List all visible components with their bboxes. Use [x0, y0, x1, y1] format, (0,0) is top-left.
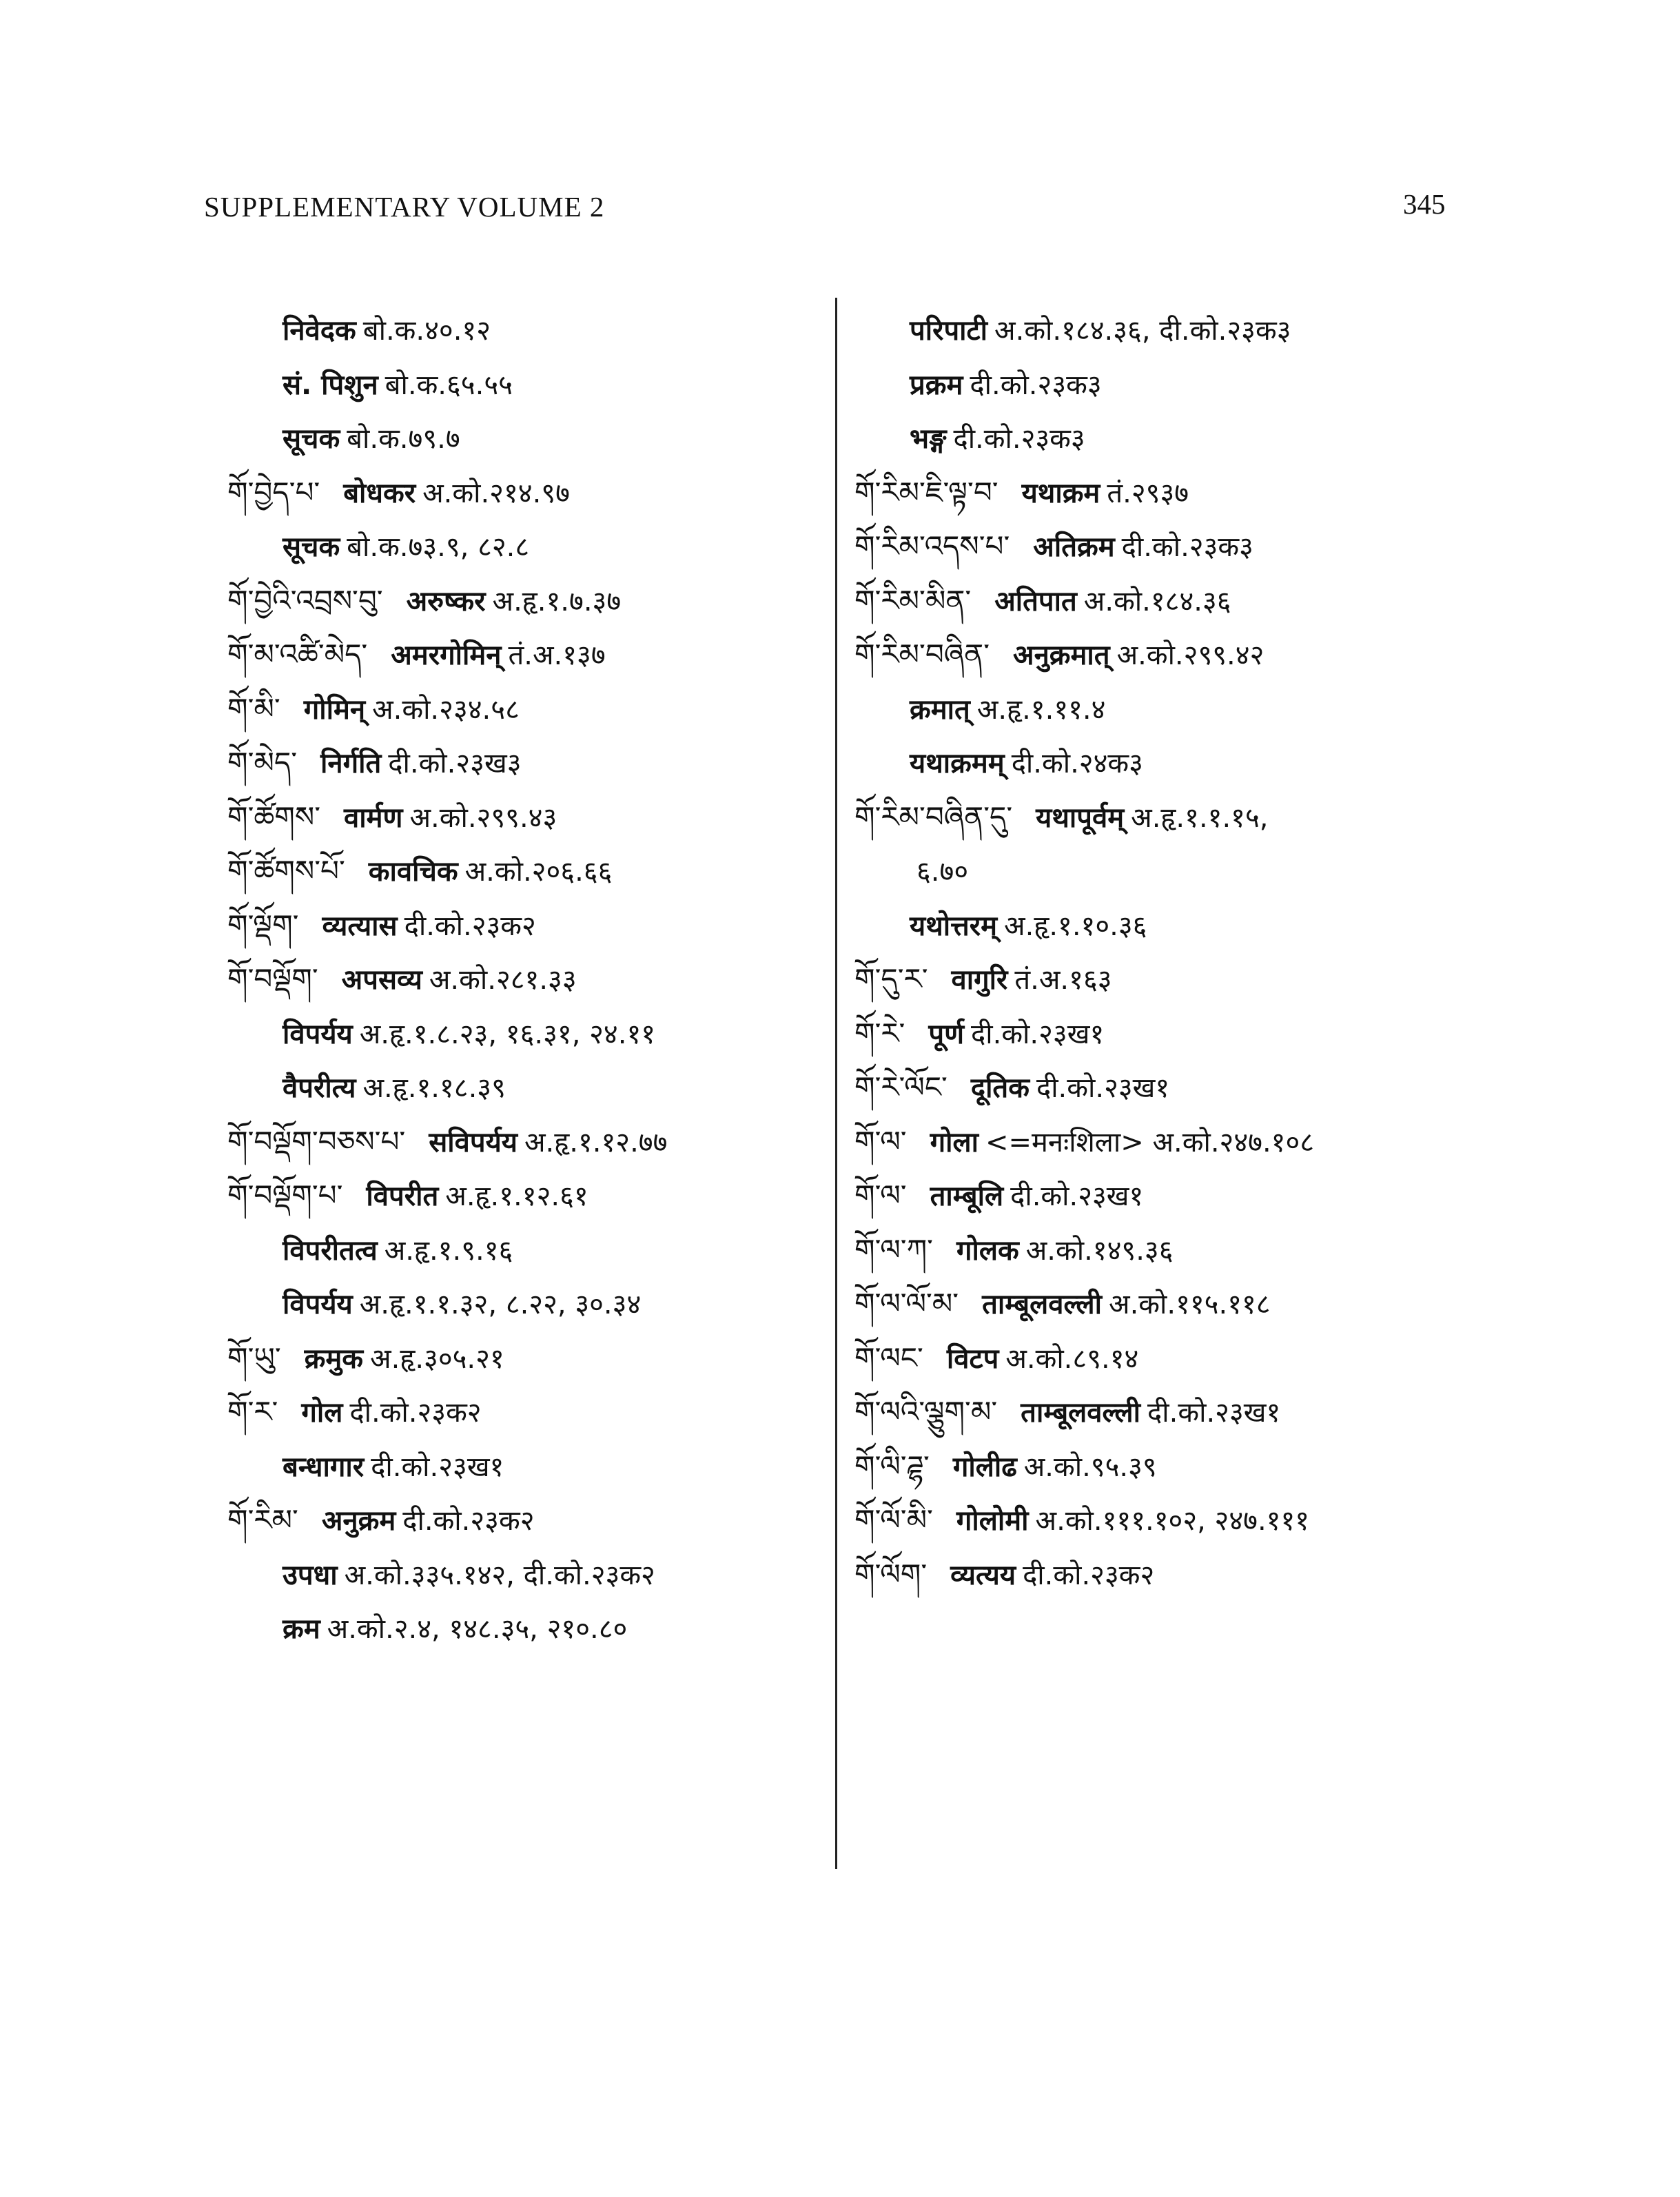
dictionary-entry	[227, 574, 820, 629]
source-reference: अ.को.२०६.६६	[464, 856, 613, 888]
dictionary-entry	[854, 736, 1488, 790]
sanskrit-equivalent: निर्गति	[320, 748, 382, 779]
sanskrit-equivalent: वार्मण	[344, 801, 403, 834]
source-reference: अ.को.१८४.३६	[1083, 585, 1231, 617]
source-reference: अ.हृ.१.७.३७	[492, 585, 622, 617]
dictionary-entry	[227, 844, 820, 899]
sanskrit-equivalent: परिपाटी	[910, 315, 988, 347]
tibetan-headword: གོ་ལའི་ལྕུག་མ་	[854, 1395, 998, 1429]
dictionary-entry	[854, 682, 1488, 737]
dictionary-entry	[854, 1331, 1488, 1386]
tibetan-headword: གོ་བལྡོག་	[227, 962, 318, 996]
sanskrit-equivalent: वैपरीत्य	[283, 1072, 356, 1104]
tibetan-headword: གོ་ལ་	[854, 1124, 907, 1158]
dictionary-entry	[854, 1493, 1488, 1548]
tibetan-headword: གོ་ཚོགས་པོ་	[227, 854, 345, 888]
source-reference: दी.को.२४क३	[1011, 748, 1143, 779]
dictionary-entry	[227, 1385, 820, 1440]
sanskrit-equivalent: बन्धागार	[283, 1451, 365, 1483]
source-reference: <=मनःशिला> अ.को.२४७.१०८	[985, 1126, 1315, 1158]
source-reference: तं.अ.१६३	[1014, 964, 1112, 996]
source-reference: अ.को.२.४, १४८.३५, २१०.८०	[327, 1613, 628, 1645]
source-reference: अ.को.३३५.१४२, दी.को.२३क२	[344, 1559, 655, 1591]
source-reference: बो.क.६५.५५	[385, 369, 513, 401]
dictionary-entry	[227, 1115, 820, 1169]
source-reference: दी.को.२३ख१	[1147, 1397, 1281, 1429]
dictionary-entry	[227, 520, 820, 574]
source-reference: अ.को.१८४.३६, दी.को.२३क३	[994, 315, 1291, 347]
sanskrit-equivalent: निवेदक	[283, 315, 356, 347]
dictionary-entry	[227, 1548, 820, 1602]
source-reference: तं.२९३७	[1107, 477, 1189, 509]
dictionary-entry	[854, 1223, 1488, 1278]
sanskrit-equivalent: अनुक्रमात्	[1013, 640, 1110, 671]
tibetan-headword: གོ་མེད་	[227, 746, 298, 779]
sanskrit-equivalent: विपरीत	[366, 1181, 439, 1212]
sanskrit-equivalent: अनुक्रम	[321, 1505, 396, 1537]
dictionary-entry	[227, 682, 820, 737]
source-reference: अ.हृ.१.१२.६१	[445, 1181, 588, 1212]
sanskrit-equivalent: गोमिन्	[303, 693, 366, 726]
dictionary-entry	[854, 1169, 1488, 1223]
source-reference: अ.हृ.१.१.१५,	[1131, 801, 1269, 834]
sanskrit-equivalent: गोलोमी	[956, 1505, 1029, 1537]
tibetan-headword: གོ་ཡུ་	[227, 1340, 281, 1375]
sanskrit-equivalent: अपसव्य	[341, 964, 422, 996]
sanskrit-equivalent: गोलक	[956, 1234, 1019, 1267]
tibetan-headword: གོ་བལྡོག་བཅས་པ་	[227, 1124, 406, 1158]
sanskrit-equivalent: अरुष्कर	[406, 585, 486, 617]
sanskrit-equivalent: विपरीतत्व	[283, 1234, 378, 1267]
source-reference: बो.क.७९.७	[347, 423, 460, 455]
dictionary-entry	[854, 303, 1488, 358]
dictionary-entry	[227, 411, 820, 466]
dictionary-entry	[854, 1548, 1488, 1602]
sanskrit-equivalent: वागुरि	[951, 964, 1008, 996]
source-reference: अ.को.२९९.४३	[409, 801, 557, 834]
dictionary-entry	[854, 1007, 1488, 1061]
sanskrit-equivalent: विपर्यय	[283, 1018, 353, 1050]
source-reference: अ.हृ.३०५.२१	[370, 1342, 504, 1375]
dictionary-entry	[227, 1061, 820, 1115]
dictionary-entry	[227, 1223, 820, 1278]
dictionary-entry	[854, 1385, 1488, 1440]
sanskrit-equivalent: गोल	[301, 1397, 343, 1429]
source-reference: अ.हृ.१.१.३२, ८.२२, ३०.३४	[359, 1289, 642, 1320]
source-reference: दी.को.२३ख१	[1036, 1072, 1170, 1104]
tibetan-headword: གོ་ལ་	[854, 1178, 907, 1212]
source-reference: दी.को.२३ख१	[1010, 1181, 1144, 1212]
sanskrit-equivalent: व्यत्यास	[322, 910, 398, 942]
tibetan-headword: གོ་རིམ་བཞིན་དུ་	[854, 799, 1013, 834]
dictionary-entry	[854, 358, 1488, 412]
source-reference: बो.क.४०.१२	[362, 315, 491, 347]
sanskrit-equivalent: ताम्बूलि	[930, 1181, 1004, 1212]
sanskrit-equivalent: यथोत्तरम्	[910, 910, 998, 942]
source-reference: अ.को.२८१.३३	[429, 964, 577, 996]
source-reference: दी.को.२३क२	[404, 910, 536, 942]
page-number: 345	[1403, 188, 1446, 220]
sanskrit-equivalent: अमरगोमिन्	[391, 640, 502, 671]
tibetan-headword: གོ་མ་འཚི་མེད་	[227, 637, 368, 671]
tibetan-headword: གོ་རིམ་ཇི་ལྟ་བ་	[854, 475, 998, 509]
tibetan-headword: གོ་རིམ་འདས་པ་	[854, 529, 1010, 563]
dictionary-entry	[854, 628, 1488, 682]
running-title: SUPPLEMENTARY VOLUME 2	[204, 191, 605, 223]
tibetan-headword: གོ་ལི་ཌྷ་	[854, 1449, 930, 1483]
source-reference: अ.को.१११.१०२, २४७.१११	[1035, 1505, 1310, 1537]
dictionary-entry	[854, 411, 1488, 466]
tibetan-headword: གོ་རིམ་མིན་	[854, 583, 972, 617]
dictionary-entry	[854, 1061, 1488, 1115]
sanskrit-equivalent: यथाक्रमम्	[910, 748, 1005, 779]
tibetan-headword: གོ་རེ་	[854, 1016, 905, 1050]
source-reference: अ.को.२३४.५८	[372, 693, 520, 726]
sanskrit-equivalent: दूतिक	[970, 1072, 1029, 1104]
sanskrit-equivalent: सूचक	[283, 531, 340, 563]
sanskrit-equivalent: यथाक्रम	[1021, 477, 1100, 509]
dictionary-entry	[854, 952, 1488, 1007]
sanskrit-equivalent: ताम्बूलवल्ली	[1021, 1397, 1141, 1429]
sanskrit-equivalent: अतिक्रम	[1033, 531, 1115, 563]
dictionary-entry	[854, 1115, 1488, 1169]
tibetan-headword: གོ་བྱེད་པ་	[227, 475, 320, 509]
dictionary-entry	[854, 844, 1488, 899]
sanskrit-equivalent: गोलीढ	[952, 1451, 1017, 1483]
source-reference: अ.हृ.१.१२.७७	[524, 1126, 668, 1158]
dictionary-entry	[227, 1440, 820, 1494]
source-reference: दी.को.२३ख१	[971, 1018, 1105, 1050]
dictionary-entry	[227, 1169, 820, 1223]
tibetan-headword: གོ་རིམ་བཞིན་	[854, 637, 990, 671]
source-reference: अ.हृ.१.१८.३९	[362, 1072, 506, 1104]
sanskrit-equivalent: क्रम	[283, 1613, 320, 1645]
left-column	[227, 303, 820, 1656]
sanskrit-equivalent: विपर्यय	[283, 1289, 353, 1320]
dictionary-entry	[854, 1440, 1488, 1494]
dictionary-entry	[854, 466, 1488, 520]
tibetan-headword: གོ་ལང་	[854, 1340, 923, 1375]
source-reference: दी.को.२३क२	[402, 1505, 535, 1537]
right-column	[854, 303, 1488, 1602]
source-reference: अ.हृ.१.८.२३, १६.३१, २४.११	[359, 1018, 656, 1050]
tibetan-headword: གོ་དུ་ར་	[854, 962, 928, 996]
tibetan-headword: གོ་རེ་ལོང་	[854, 1070, 947, 1104]
tibetan-headword: གོ་བྱེའི་འབྲས་བུ་	[227, 583, 383, 617]
source-reference: अ.को.१४९.३६	[1025, 1234, 1174, 1267]
sanskrit-equivalent: विटप	[946, 1342, 999, 1375]
dictionary-entry	[227, 790, 820, 845]
dictionary-entry	[227, 1493, 820, 1548]
dictionary-entry	[227, 303, 820, 358]
source-reference: दी.को.२३ख१	[371, 1451, 504, 1483]
source-reference: अ.हृ.१.९.१६	[384, 1234, 513, 1267]
dictionary-entry	[227, 1277, 820, 1331]
source-reference: अ.हृ.१.१०.३६	[1004, 910, 1147, 942]
tibetan-headword: གོ་རིམ་	[227, 1503, 298, 1537]
dictionary-entry	[854, 520, 1488, 574]
source-reference: दी.को.२३ख३	[388, 748, 522, 779]
tibetan-headword: གོ་ལ་ཀ་	[854, 1232, 933, 1267]
source-reference: दी.को.२३क३	[1121, 531, 1253, 563]
dictionary-entry	[227, 628, 820, 682]
tibetan-headword: གོ་ལོ་མི་	[854, 1503, 933, 1537]
sanskrit-equivalent: कावचिक	[368, 856, 458, 888]
sanskrit-equivalent: क्रमुक	[304, 1342, 364, 1375]
sanskrit-equivalent: भङ्ग	[910, 423, 947, 455]
tibetan-headword: གོ་མི་	[227, 691, 280, 726]
sanskrit-equivalent: व्यत्यय	[950, 1559, 1016, 1591]
sanskrit-equivalent: यथापूर्वम्	[1036, 801, 1125, 834]
source-reference: अ.को.९५.३९	[1023, 1451, 1157, 1483]
sanskrit-equivalent: सं. पिशुन	[283, 369, 378, 401]
source-reference: अ.हृ.१.११.४	[976, 693, 1106, 726]
source-reference: दी.को.२३क२	[1023, 1559, 1155, 1591]
source-reference: ६.७०	[916, 856, 969, 888]
sanskrit-equivalent: प्रक्रम	[910, 369, 963, 401]
source-reference: अ.को.११५.११८	[1109, 1289, 1271, 1320]
tibetan-headword: གོ་ལ་ལོ་མ་	[854, 1287, 959, 1320]
sanskrit-equivalent: सविपर्यय	[429, 1126, 518, 1158]
dictionary-entry	[854, 790, 1488, 845]
dictionary-entry	[227, 358, 820, 412]
dictionary-entry	[227, 952, 820, 1007]
dictionary-entry	[227, 1602, 820, 1656]
source-reference: दी.को.२३क२	[349, 1397, 482, 1429]
dictionary-entry	[227, 466, 820, 520]
source-reference: अ.को.८९.१४	[1005, 1342, 1139, 1375]
source-reference: अ.को.२९९.४२	[1116, 640, 1264, 671]
tibetan-headword: གོ་ལྡོག་	[227, 908, 299, 942]
sanskrit-equivalent: गोला	[930, 1126, 979, 1158]
sanskrit-equivalent: उपधा	[283, 1559, 338, 1591]
dictionary-entry	[227, 736, 820, 790]
dictionary-entry	[854, 574, 1488, 629]
tibetan-headword: གོ་བལྡོག་པ་	[227, 1178, 343, 1212]
tibetan-headword: གོ་ཚོགས་	[227, 799, 321, 834]
source-reference: तं.अ.१३७	[508, 640, 606, 671]
tibetan-headword: གོ་ལོག་	[854, 1557, 928, 1591]
dictionary-entry	[854, 1277, 1488, 1331]
dictionary-entry	[227, 899, 820, 953]
dictionary-entry	[227, 1007, 820, 1061]
sanskrit-equivalent: अतिपात	[994, 585, 1077, 617]
sanskrit-equivalent: सूचक	[283, 423, 340, 455]
dictionary-entry	[227, 1331, 820, 1386]
dictionary-entry	[854, 899, 1488, 953]
sanskrit-equivalent: बोधकर	[343, 477, 416, 509]
source-reference: दी.को.२३क३	[970, 369, 1102, 401]
source-reference: दी.को.२३क३	[953, 423, 1085, 455]
tibetan-headword: གོ་ར་	[227, 1395, 278, 1429]
source-reference: बो.क.७३.९, ८२.८	[347, 531, 530, 563]
sanskrit-equivalent: पूर्ण	[928, 1018, 965, 1050]
sanskrit-equivalent: ताम्बूलवल्ली	[982, 1289, 1103, 1320]
column-divider	[835, 298, 837, 1869]
source-reference: अ.को.२१४.९७	[422, 477, 570, 509]
sanskrit-equivalent: क्रमात्	[910, 693, 970, 726]
